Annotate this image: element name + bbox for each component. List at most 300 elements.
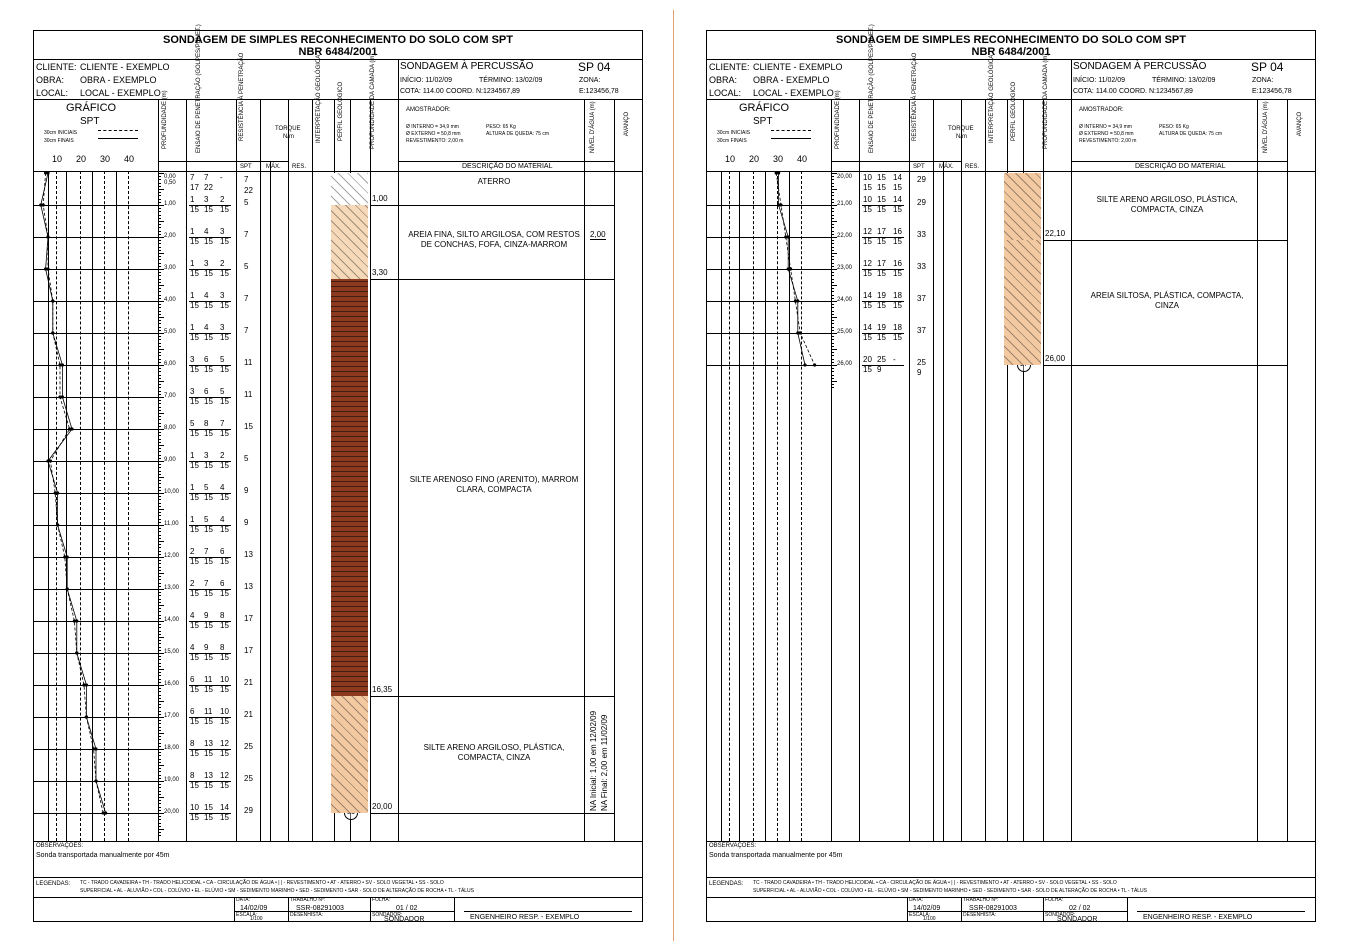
depth-tick [831,343,834,344]
cota: COTA: 114.00 [400,88,444,95]
column-rule [312,99,313,841]
peso-spec: PESO: 65 Kg [1159,124,1189,130]
spt-value: 13 [244,550,253,559]
depth-mark: 19,00 [164,777,180,783]
golpes-b: 5 [204,515,209,524]
depth-tick [158,727,161,728]
depth-tick [158,704,161,705]
golpes-a: 3 [190,355,195,364]
golpes-a: 12 [863,259,872,268]
golpes-c: 7 [220,419,225,428]
depth-tick [158,352,161,353]
depth-tick [158,647,161,648]
penet-a: 15 [190,365,199,374]
folha-label: FOLHA: [372,897,391,903]
golpes-b: 17 [877,259,886,268]
top-depth-mark: 0,50 [164,180,176,186]
depth-tick [158,231,161,232]
spt-point [44,171,47,174]
zona: ZONA: [1252,77,1274,84]
depth-tick [158,503,161,504]
golpes-a: 14 [863,291,872,300]
obra-label: OBRA: [709,75,738,85]
depth-tick [831,199,834,200]
penet-a: 15 [190,717,199,726]
depth-tick [158,221,164,222]
sondador-value: SONDADOR [384,916,425,923]
observacoes-label: OBSERVAÇÕES: [36,843,84,849]
depth-tick [158,490,161,491]
depth-mark: 5,00 [164,329,176,335]
golpes-b: 7 [204,547,209,556]
golpes-a: 10 [190,803,199,812]
depth-tick [831,330,834,331]
penet-a: 15 [190,685,199,694]
iniciais-legend-line [771,130,811,131]
depth-tick [831,272,834,273]
signature-line [1137,911,1305,912]
depth-tick [158,554,161,555]
penet-c: 15 [893,237,902,246]
column-rule [270,161,271,841]
golpes-c: 3 [220,291,225,300]
depth-tick [158,778,161,779]
spt-value: 5 [244,262,249,271]
local-value: LOCAL - EXEMPLO [753,88,834,98]
avanco-header: AVANÇO [624,111,630,137]
golpes-a: 1 [190,483,195,492]
depth-mark: 8,00 [164,425,176,431]
depth-tick [158,691,161,692]
subheader-rule [158,161,288,162]
descricao-header: DESCRIÇÃO DO MATERIAL [462,163,553,170]
geologic-layer [331,173,368,205]
obra-value: OBRA - EXEMPLO [753,75,830,85]
depth-mark: 22,00 [837,233,853,239]
depth-tick [158,183,161,184]
depth-tick [158,544,161,545]
depth-tick [158,215,161,216]
subheader-rule [831,161,961,162]
scale-tick-label: 40 [797,154,808,164]
penet-c: 15 [220,205,229,214]
depth-tick [158,336,161,337]
method-label: SONDAGEM À PERCUSSÃO [400,61,534,72]
depth-tick [158,599,161,600]
top-spt-value: 29 [917,175,926,184]
golpes-c: 14 [220,803,229,812]
profundidade-header: PROFUNDIDADE (m) [835,90,841,149]
spt-value: 9 [244,486,249,495]
perfil-header: PERFIL GEOLÓGICO [338,81,344,141]
footer-rule [707,897,1315,898]
depth-mark: 23,00 [837,265,853,271]
depth-tick [158,455,161,456]
spt-label: SPT [80,116,100,127]
depth-tick [158,829,164,830]
golpes-b: 6 [204,387,209,396]
depth-tick [158,794,161,795]
depth-tick [831,355,834,356]
layer-depth-label: 20,00 [372,802,393,811]
golpes-b: 9 [204,643,209,652]
depth-mark: 12,00 [164,553,180,559]
spt-iniciais-line [43,173,103,813]
depth-tick [158,688,161,689]
penet-c: 15 [220,429,229,438]
depth-tick [158,653,164,654]
penet-c: 15 [220,333,229,342]
depth-tick [158,743,161,744]
depth-tick [831,231,834,232]
depth-tick [158,423,161,424]
column-rule [370,99,371,841]
depth-tick [158,339,161,340]
penet-c: 15 [220,621,229,630]
subheader-rule [1071,161,1287,162]
depth-tick [158,416,161,417]
scale-tick-label: 10 [52,154,63,164]
interno-spec: Ø INTERNO = 34,9 mm [1079,124,1132,130]
depth-tick [158,173,164,174]
layer-boundary [370,696,614,697]
spt-value: 17 [244,646,253,655]
spt-value: 15 [244,422,253,431]
depth-tick [158,634,161,635]
depth-tick [158,442,161,443]
depth-tick [158,771,161,772]
method-label: SONDAGEM À PERCUSSÃO [1073,61,1207,72]
penet-c: 15 [893,269,902,278]
spt-value: 21 [244,678,253,687]
spt-value-2: 9 [917,368,922,377]
depth-tick [158,717,164,718]
depth-mark: 25,00 [837,329,853,335]
depth-tick [158,746,161,747]
penet-b: 15 [204,749,213,758]
penet-b: 15 [204,269,213,278]
layer-boundary [1043,240,1287,241]
legend-rule [34,877,642,878]
depth-tick [158,496,161,497]
depth-tick [158,179,161,180]
column-rule [614,99,615,841]
penet-a: 15 [863,301,872,310]
depth-tick [158,519,161,520]
golpes-b: 3 [204,259,209,268]
res-header: RES. [292,164,307,170]
depth-tick [158,563,161,564]
observacoes-label: OBSERVAÇÕES: [709,843,757,849]
column-rule [909,99,910,841]
depth-tick [158,698,161,699]
depth-tick [158,467,161,468]
torque-header: TORQUE [948,126,974,132]
depth-tick [158,471,161,472]
depth-tick [158,739,161,740]
penet-c: 15 [220,269,229,278]
boring-log-sheet-1 [33,24,643,923]
spt-point [46,235,49,238]
spt-point [58,395,61,398]
iniciais-label: 30cm INICIAIS [44,130,78,136]
depth-tick [158,768,161,769]
column-rule [398,99,399,841]
depth-tick [158,202,161,203]
penet-c: 15 [220,461,229,470]
depth-tick [158,298,161,299]
spt-point [68,427,71,430]
depth-tick [831,362,834,363]
depth-tick [158,480,161,481]
depth-tick [158,176,161,177]
layer-depth-label: 3,30 [372,267,388,277]
depth-tick [831,288,834,289]
depth-tick [158,256,161,257]
depth-tick [158,573,164,574]
depth-tick [158,736,161,737]
depth-tick [158,583,161,584]
depth-tick [158,535,161,536]
golpes-c: 10 [220,707,229,716]
column-rule [985,99,986,841]
depth-tick [158,343,161,344]
depth-tick [158,592,161,593]
spt-value: 9 [244,518,249,527]
depth-tick [158,359,161,360]
penet-b: 15 [204,781,213,790]
depth-tick [831,183,834,184]
column-rule [236,99,237,841]
depth-tick [831,323,834,324]
spt-point [775,171,778,174]
res-header: RES. [965,164,980,170]
penet-c: 15 [220,557,229,566]
spt-value: 25 [244,742,253,751]
depth-mark: 6,00 [164,361,176,367]
spt-value: 17 [244,614,253,623]
spt-point [73,619,76,622]
depth-tick [158,195,161,196]
amostrador-label: AMOSTRADOR: [1079,107,1124,113]
penet-b: 15 [204,493,213,502]
penet-b: 15 [877,205,886,214]
penet-a: 15 [863,237,872,246]
sondador-label: SONDADOR: [372,912,403,918]
penet-b: 15 [204,717,213,726]
depth-tick [158,506,161,507]
depth-tick [158,426,161,427]
depth-tick [158,589,164,590]
spt-value: 5 [244,198,249,207]
depth-tick [158,410,161,411]
depth-tick [158,224,161,225]
subheader-rule [398,161,614,162]
golpes-b: 3 [204,451,209,460]
depth-mark: 26,00 [837,361,853,367]
depth-tick [158,586,161,587]
sp-code: SP 04 [578,60,611,74]
trabalho-value: SSR-08291003 [296,905,344,912]
penet-b: 15 [204,685,213,694]
golpes-c: 16 [893,259,902,268]
nivel-header: NÍVEL D'ÁGUA (m) [1263,101,1269,153]
depth-tick [158,813,164,814]
depth-tick [831,259,834,260]
depth-tick [158,759,161,760]
penet-c: 15 [220,365,229,374]
depth-tick [158,800,161,801]
depth-tick [158,576,161,577]
depth-tick [158,199,161,200]
golpes-b: 13 [204,739,213,748]
penet-c: 15 [220,237,229,246]
golpes-c: 6 [220,579,225,588]
depth-tick [158,551,161,552]
legendas-label: LEGENDAS: [709,881,744,887]
penet-b: 15 [204,397,213,406]
depth-tick [158,493,164,494]
depth-tick [158,403,161,404]
depth-tick [158,384,161,385]
depth-tick [831,279,834,280]
depth-tick [158,512,161,513]
depth-tick [831,215,834,216]
penet-a: 15 [190,749,199,758]
depth-mark: 21,00 [837,201,853,207]
spt-point [63,555,66,558]
cliente-value: CLIENTE - EXEMPLO [753,62,843,72]
scale-tick-label: 20 [749,154,760,164]
depth-tick [831,368,834,369]
depth-tick [158,528,161,529]
scale-tick-label: 30 [773,154,784,164]
spt-value: 33 [917,262,926,271]
golpes-b: 15 [204,803,213,812]
depth-tick [831,301,837,302]
column-rule [933,99,934,841]
depth-tick [158,816,161,817]
spt-finais-line [41,173,106,813]
penet-c: 15 [220,813,229,822]
depth-tick [158,541,164,542]
depth-tick [831,240,834,241]
altura-spec: ALTURA DE QUEDA: 75 cm [486,131,549,137]
penet-b: 15 [204,557,213,566]
spt-col-header: SPT [913,164,925,170]
cliente-label: CLIENTE: [709,62,750,72]
resistencia-header: RESISTÊNCIA À PENETRAÇÃO [239,52,245,141]
depth-tick [831,346,834,347]
depth-tick [831,211,834,212]
depth-tick [158,803,161,804]
revestimento-spec: REVESTIMENTO: 2,00 m [406,138,464,144]
spt-value: 25 [917,358,926,367]
spt-point [94,779,97,782]
golpes-b: 15 [877,195,886,204]
penet-c: 15 [220,749,229,758]
depth-tick [158,557,164,558]
golpes-c: 12 [220,771,229,780]
golpes-b: 19 [877,323,886,332]
golpes-b: 11 [204,675,213,684]
depth-tick [158,752,161,753]
depth-tick [158,765,164,766]
depth-tick [158,186,161,187]
depth-tick [158,349,164,350]
depth-tick [158,483,161,484]
escala-label: ESCALA: [909,912,931,918]
ensaio-header: ENSAIO DE PENETRAÇÃO (GOLPES/PENET.) [196,24,202,153]
depth-tick [158,701,164,702]
penet-b: 15 [204,525,213,534]
externo-spec: Ø EXTERNO = 50,8 mm [406,131,461,137]
depth-tick [158,618,161,619]
golpes-b: 11 [204,707,213,716]
spt-graph [707,171,831,841]
geologic-layer [331,279,368,697]
penet-a: 15 [190,525,199,534]
penet-c: 15 [220,525,229,534]
penet-b: 15 [204,333,213,342]
depth-tick [158,227,161,228]
golpes-a: 14 [863,323,872,332]
observacoes-text: Sonda transportada manualmente por 45m [36,852,170,859]
penet-c: 15 [220,653,229,662]
depth-tick [158,650,161,651]
spt-iniciais-line [776,173,814,365]
spt-point [51,331,54,334]
depth-tick [831,275,834,276]
golpes-a: 1 [190,259,195,268]
obra-label: OBRA: [36,75,65,85]
depth-mark: 2,00 [164,233,176,239]
penet-c: 15 [220,493,229,502]
depth-tick [831,186,834,187]
depth-tick [831,179,834,180]
golpes-b: 9 [204,611,209,620]
penet-b: 15 [877,301,886,310]
depth-tick [831,317,837,318]
depth-tick [158,672,161,673]
top-penet-b: 15 [877,183,886,192]
escala-value: 1/100 [923,916,936,922]
penet-a: 15 [190,237,199,246]
penet-b: 15 [204,365,213,374]
footer-rule [34,897,642,898]
depth-tick [158,448,161,449]
depth-tick [831,339,834,340]
depth-tick [831,282,834,283]
depth-tick [158,211,161,212]
torque-unit: N/m [283,134,294,140]
sp-code: SP 04 [1251,60,1284,74]
spt-point [784,235,787,238]
column-rule [584,99,585,841]
torque-unit: N/m [956,134,967,140]
depth-tick [158,346,161,347]
top-golpes-c: - [220,173,223,182]
golpes-a: 4 [190,611,195,620]
golpes-c: 4 [220,483,225,492]
penet-c: 15 [893,301,902,310]
spt-value: 25 [244,774,253,783]
engenheiro-value: ENGENHEIRO RESP. - EXEMPLO [470,914,580,921]
externo-spec: Ø EXTERNO = 50,8 mm [1079,131,1134,137]
depth-tick [158,250,161,251]
depth-tick [158,775,161,776]
scale-tick-label: 10 [725,154,736,164]
